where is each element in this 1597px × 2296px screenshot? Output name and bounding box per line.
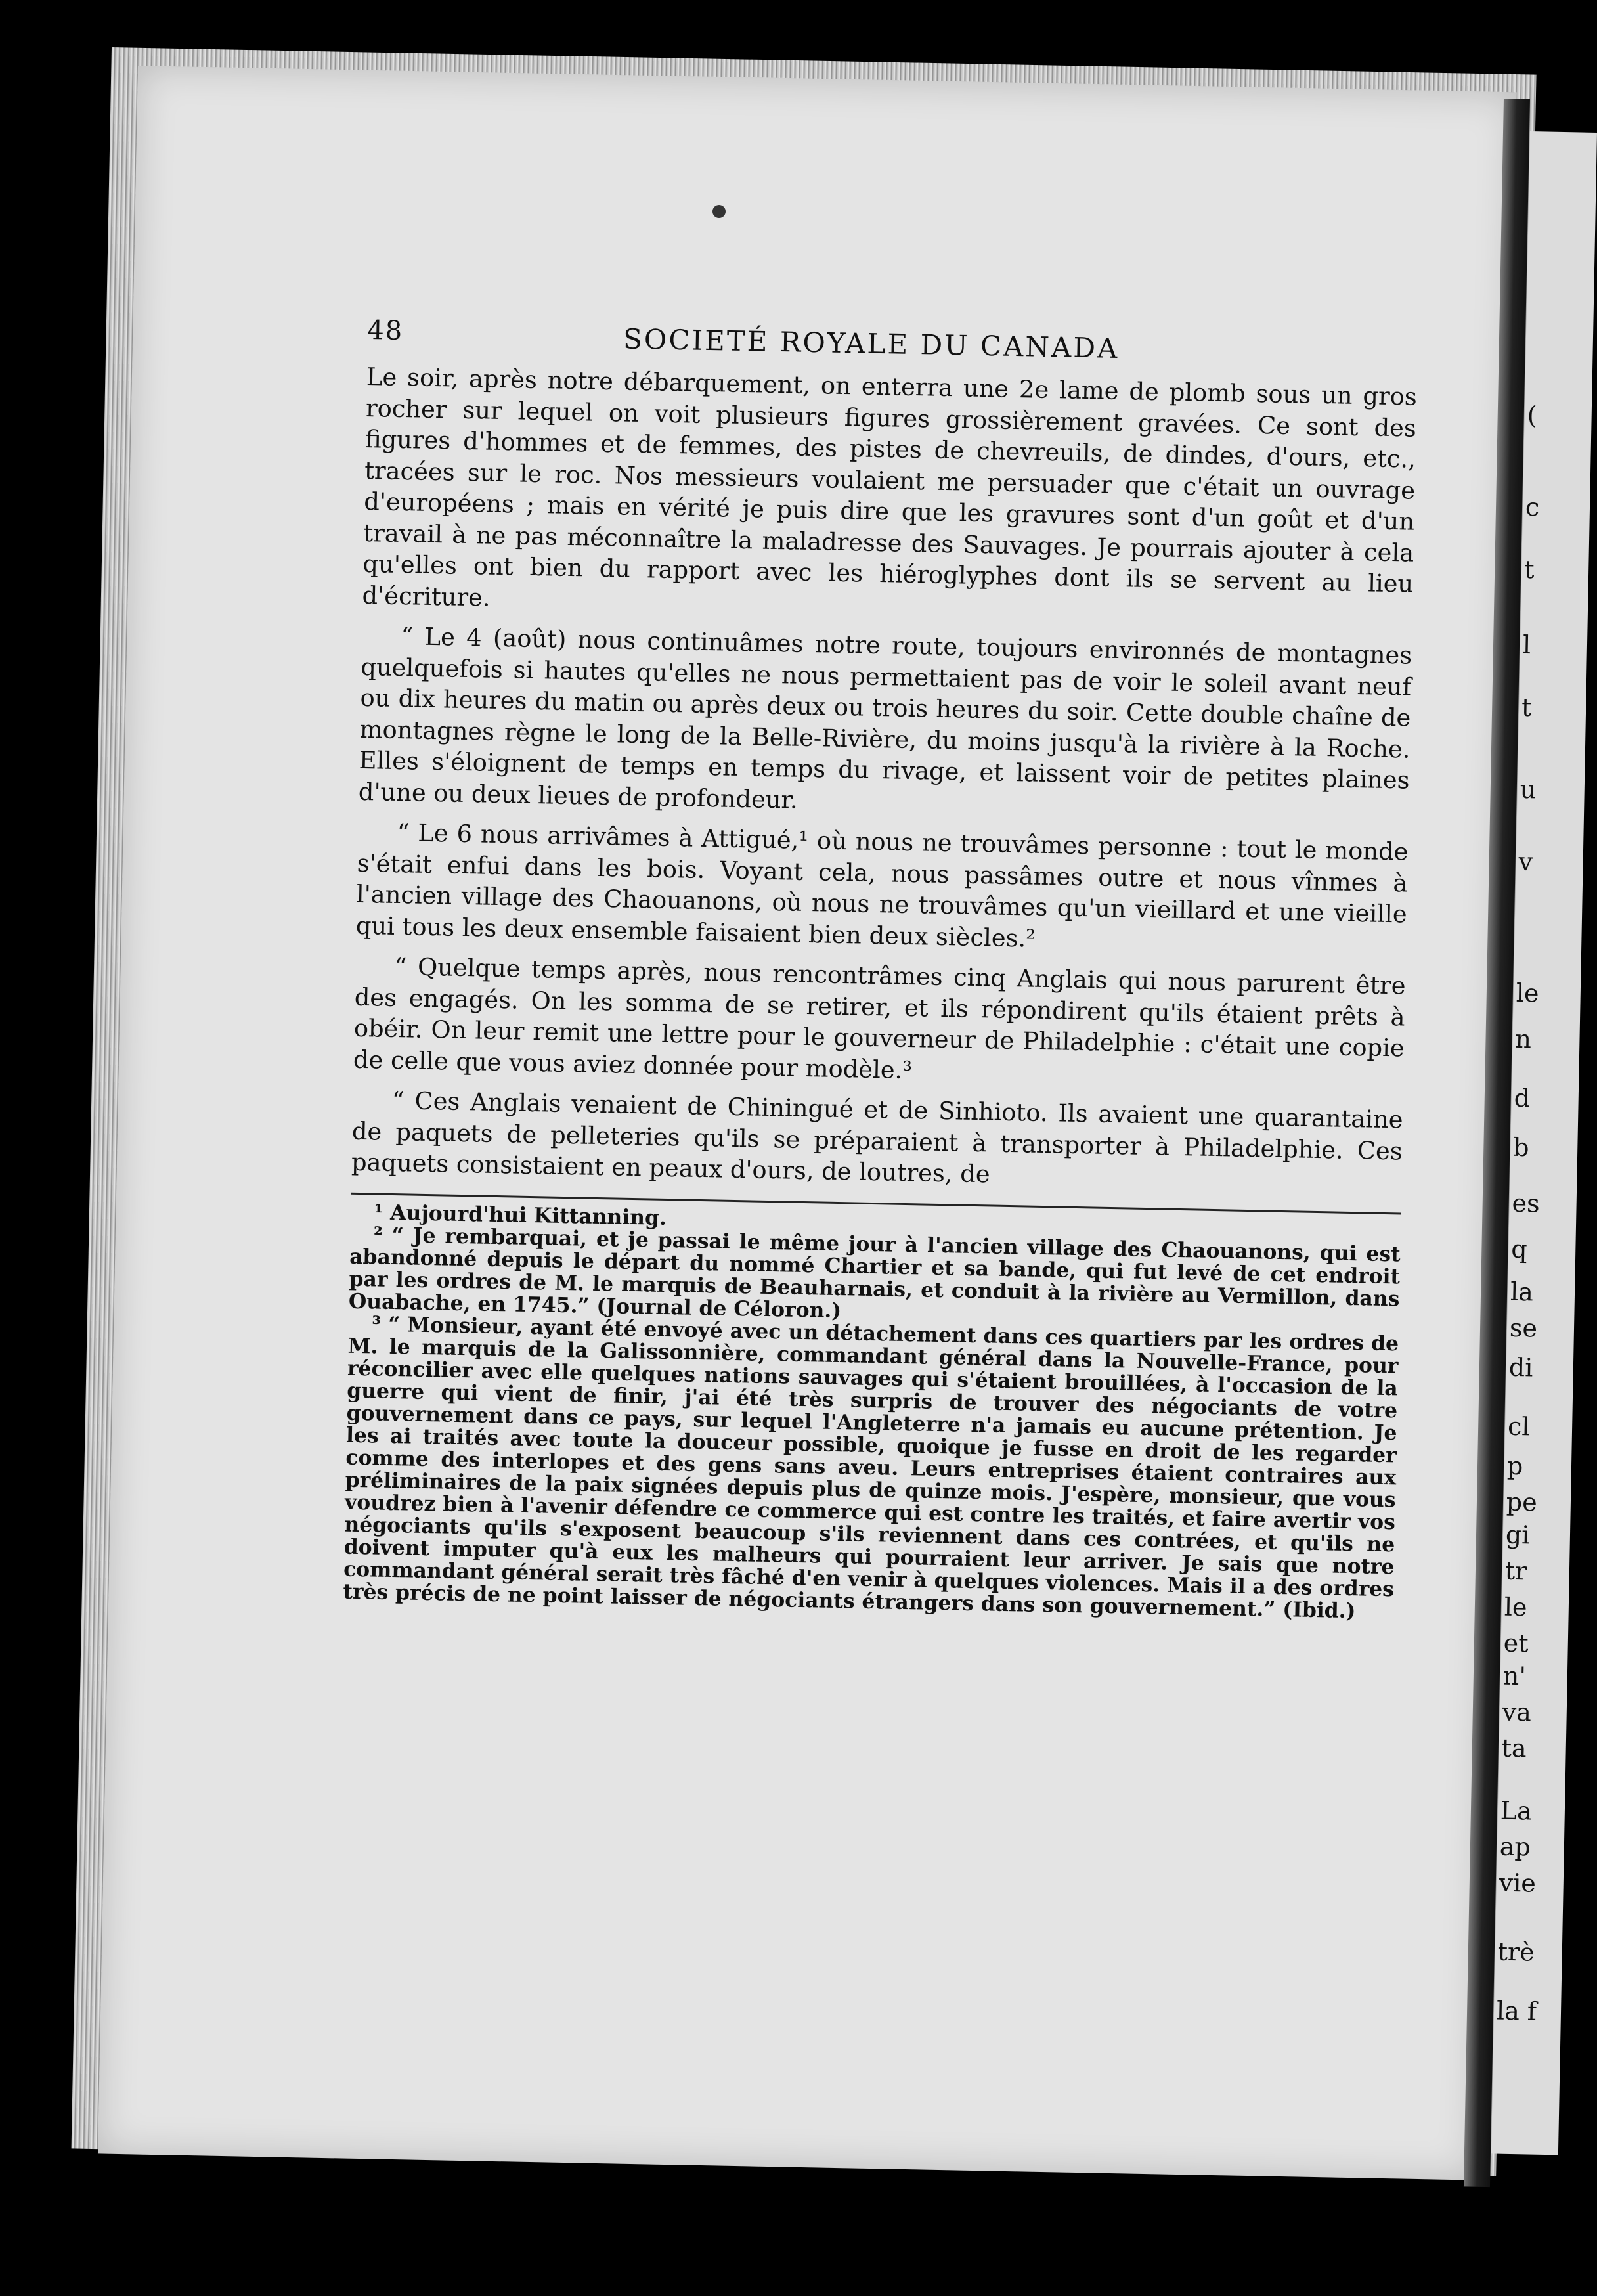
adjacent-page-fragment: tr [1504,1556,1527,1586]
adjacent-page-fragment: gi [1505,1520,1530,1550]
adjacent-page-fragment: se [1509,1313,1538,1343]
adjacent-page-fragment: b [1512,1132,1530,1162]
adjacent-page-fragment: c [1525,492,1540,522]
adjacent-page-fragment: pe [1506,1487,1538,1517]
footnote: ¹ Aujourd'hui Kittanning. [374,1200,667,1230]
adjacent-page-fragment: p [1506,1451,1523,1481]
adjacent-page-fragment: l [1522,630,1531,660]
dust-speck [712,205,726,218]
adjacent-page-fragment: t [1523,554,1535,585]
adjacent-page-fragment: n [1515,1024,1532,1054]
adjacent-page-fragment: u [1520,774,1537,805]
adjacent-page-fragment: la f [1496,1996,1537,2026]
page-number: 48 [366,315,404,347]
body-paragraph: Le soir, après notre débarquement, on enterra une 2e lame de plomb sous un gros rocher sur lequel on voit plusieurs figures grossièrement gravées. Ce sont des figures d'hommes et de femmes, des pistes de chevreuils, de dindes, d'ours, etc., tracées sur le roc. Nos messieurs voulaient me persuader que c'était un ouvrage d'européens ; mais en vérité je puis dire que les gravures sont d'un goût et d'un travail à ne pas méconnaître la maladresse des Sauvages. Je pourrais ajouter à cela qu'elles ont bien du rapport avec les hiéroglyphes dont ils se servent au lieu d'écriture. [362,362,1418,612]
adjacent-page-fragment: v [1518,847,1533,877]
adjacent-page-fragment: ta [1501,1733,1527,1763]
adjacent-page-fragment: q [1510,1234,1528,1264]
body-paragraph: “ Le 4 (août) nous continuâmes notre route, toujours environnés de montagnes quelquefois si hautes qu'elles ne nous permettaient pas de voir le soleil avant neuf ou dix heures du matin ou après deux ou trois heures du soir. Cette double chaîne de montagnes règne le long de la Belle-Rivière, du moins jusqu'à la rivière à la Roche. Elles s'éloignent de temps en temps du rivage, et laissent voir de petites plaines d'une ou deux lieues de profondeur. [358,622,1412,814]
running-title: SOCIETÉ ROYALE DU CANADA [623,322,1120,364]
adjacent-page-fragment: di [1508,1352,1533,1382]
page-content [343,309,1418,1623]
footnote: ³ “ Monsieur, ayant été envoyé avec un détachement dans ces quartiers par les ordres de M. le marquis de la Galissonnière, commandant général dans la Nouvelle-France, pour réconcilier avec elle quelques nations sauvages qui s'étaient brouillées, à l'occasion de la guerre qui vient de finir, j'ai été très surpris de trouver des négociants de votre gouvernement dans ce pays, sur lequel l'Angleterre n'a jamais eu aucune prétention. Je les ai traités avec toute la douceur possible, quoique je fusse en droit de les regarder comme des interlopes et des gens sans aveu. Leurs entreprises étaient contraires aux préliminaires de la paix signées depuis plus de quinze mois. J'espère, monsieur, que vous voudrez bien à l'avenir défendre ce commerce qui est contre les traités, et faire avertir vos négociants qu'ils s'exposent beaucoup s'ils reviennent dans ces contrées, et qu'ils ne doivent imputer qu'à eux les malheurs qui pourraient leur arriver. Je sais que notre commandant général serait très fâché d'en venir à quelques violences. Mais il a des ordres très précis de ne point laisser de négociants étrangers dans son gouvernement.” (Ibid.) [343,1312,1399,1623]
body-paragraph: “ Le 6 nous arrivâmes à Attigué,¹ où nous ne trouvâmes personne : tout le monde s'était enfui dans les bois. Voyant cela, nous passâmes outre et nous vînmes à l'ancien village des Chaouanons, où nous ne trouvâmes qu'un vieillard et une vieille qui tous les deux ensemble faisaient bien deux siècles.² [355,818,1409,953]
adjacent-page-fragment: va [1502,1697,1532,1727]
adjacent-page-fragment: trè [1497,1937,1535,1967]
footnote: ² “ Je rembarquai, et je passai le même jour à l'ancien village des Chaouanons, qui est abandonné depuis le départ du nommé Chartier et sa bande, qui fut levé de cet endroit par les ordres de M. le marquis de Beauharnais, et conduit à la rivière au Vermillon, dans Ouabache, en 1745.” (Journal de Céloron.) [348,1222,1401,1323]
adjacent-page-fragment: la [1510,1277,1534,1307]
adjacent-page-fragment: et [1503,1628,1529,1658]
adjacent-page-fragment: es [1512,1188,1541,1218]
adjacent-page-fragment: La [1500,1796,1533,1826]
adjacent-page-fragment: n' [1502,1661,1527,1691]
body-paragraph: “ Ces Anglais venaient de Chiningué et de Sinhioto. Ils avaient une quarantaine de paquets de pelleteries qu'ils se préparaient à transporter à Philadelphie. Ces paquets consistaient en peaux d'ours, de loutres, de [351,1086,1403,1189]
adjacent-page-fragment: ( [1527,401,1537,430]
adjacent-page-fragment: t [1521,692,1532,722]
adjacent-page-fragment: le [1516,978,1539,1008]
adjacent-page-fragment: cl [1507,1411,1530,1442]
adjacent-page-fragment: vie [1499,1868,1537,1898]
adjacent-page-fragment: d [1514,1083,1531,1113]
adjacent-page-fragment: le [1504,1592,1527,1622]
adjacent-page-fragment: ap [1499,1832,1531,1862]
body-paragraph: “ Quelque temps après, nous rencontrâmes cinq Anglais qui nous parurent être des engagés. On les somma de se retirer, et ils répondirent qu'ils étaient prêts à obéir. On leur remit une lettre pour le gouverneur de Philadelphie : c'était une copie de celle que vous aviez donnée pour modèle.³ [353,952,1406,1084]
